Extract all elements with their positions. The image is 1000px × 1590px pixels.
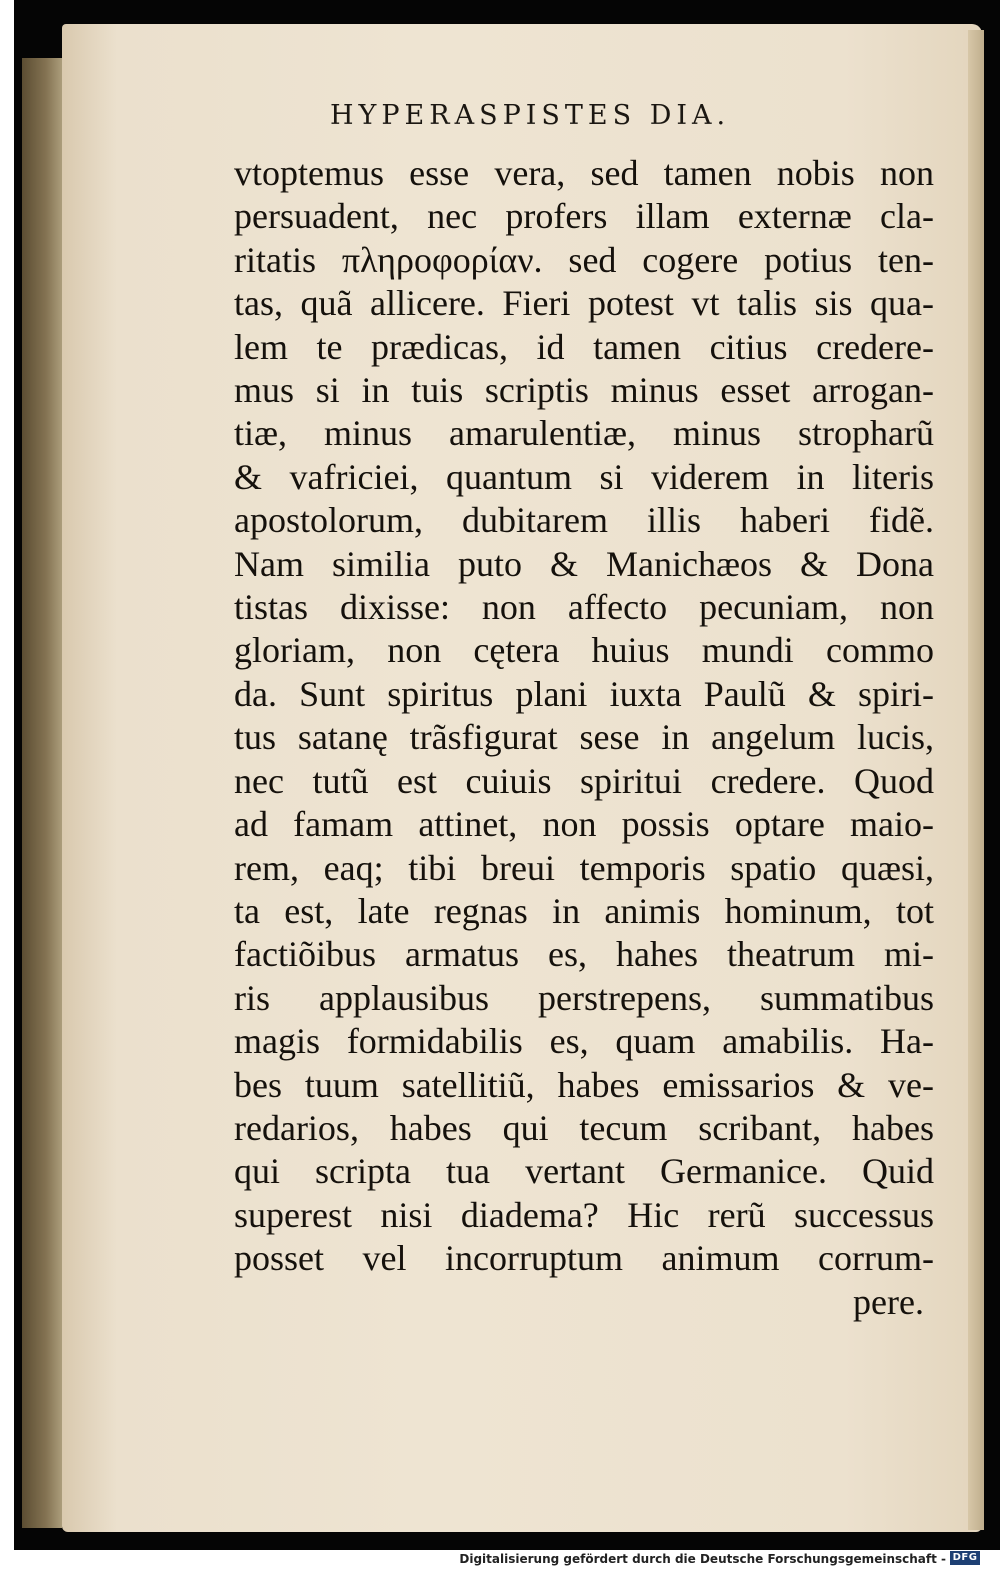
text-line: gloriam, non cętera huius mundi commo bbox=[234, 630, 934, 671]
running-head: HYPERASPISTES DIA. bbox=[330, 100, 731, 131]
text-line: factiõibus armatus es, hahes theatrum mi- bbox=[234, 934, 934, 975]
text-line: persuadent, nec profers illam externæ cla- bbox=[234, 196, 934, 237]
dfg-logo: DFG bbox=[950, 1551, 980, 1565]
text-line: ta est, late regnas in animis hominum, tot bbox=[234, 890, 934, 931]
body-text bbox=[234, 152, 934, 1324]
text-line: nec tutũ est cuiuis spiritui credere. Quod bbox=[234, 760, 934, 801]
page-edge-right bbox=[968, 30, 984, 1530]
text-line: & vafriciei, quantum si viderem in literis bbox=[234, 456, 934, 497]
page-edge-left bbox=[22, 58, 62, 1528]
text-line: vtoptemus esse vera, sed tamen nobis non bbox=[234, 153, 934, 193]
text-line: mus si in tuis scriptis minus esset arrogan- bbox=[234, 370, 934, 411]
text-line: tiæ, minus amarulentiæ, minus stropharũ bbox=[234, 413, 934, 454]
text-line: qui scripta tua vertant Germanice. Quid bbox=[234, 1151, 934, 1192]
text-line: da. Sunt spiritus plani iuxta Paulũ & spiri- bbox=[234, 673, 934, 714]
text-line: magis formidabilis es, quam amabilis. Ha- bbox=[234, 1021, 934, 1062]
text-line: rem, eaq; tibi breui temporis spatio quæsi, bbox=[234, 847, 934, 888]
text-line: posset vel incorruptum animum corrum- bbox=[234, 1238, 934, 1279]
text-line: tus satanę trãsfigurat sese in angelum lucis, bbox=[234, 717, 934, 758]
text-line: Nam similia puto & Manichæos & Dona bbox=[234, 543, 934, 584]
text-line: tistas dixisse: non affecto pecuniam, non bbox=[234, 587, 934, 628]
text-line: ritatis πληροφορίαν. sed cogere potius ten- bbox=[234, 239, 934, 280]
text-line: redarios, habes qui tecum scribant, habes bbox=[234, 1107, 934, 1148]
text-line: superest nisi diadema? Hic rerũ successus bbox=[234, 1194, 934, 1235]
catchword: pere. bbox=[853, 1281, 924, 1322]
text-line: tas, quã allicere. Fieri potest vt talis sis qua- bbox=[234, 283, 934, 324]
text-line: bes tuum satellitiũ, habes emissarios & ve- bbox=[234, 1064, 934, 1105]
text-line: lem te prædicas, id tamen citius credere- bbox=[234, 326, 934, 367]
text-line: apostolorum, dubitarem illis haberi fidẽ. bbox=[234, 500, 934, 541]
footer-credit: Digitalisierung gefördert durch die Deutsche Forschungsgemeinschaft - bbox=[459, 1552, 946, 1566]
text-line: ad famam attinet, non possis optare maio- bbox=[234, 804, 934, 845]
text-line: ris applausibus perstrepens, summatibus bbox=[234, 977, 934, 1018]
